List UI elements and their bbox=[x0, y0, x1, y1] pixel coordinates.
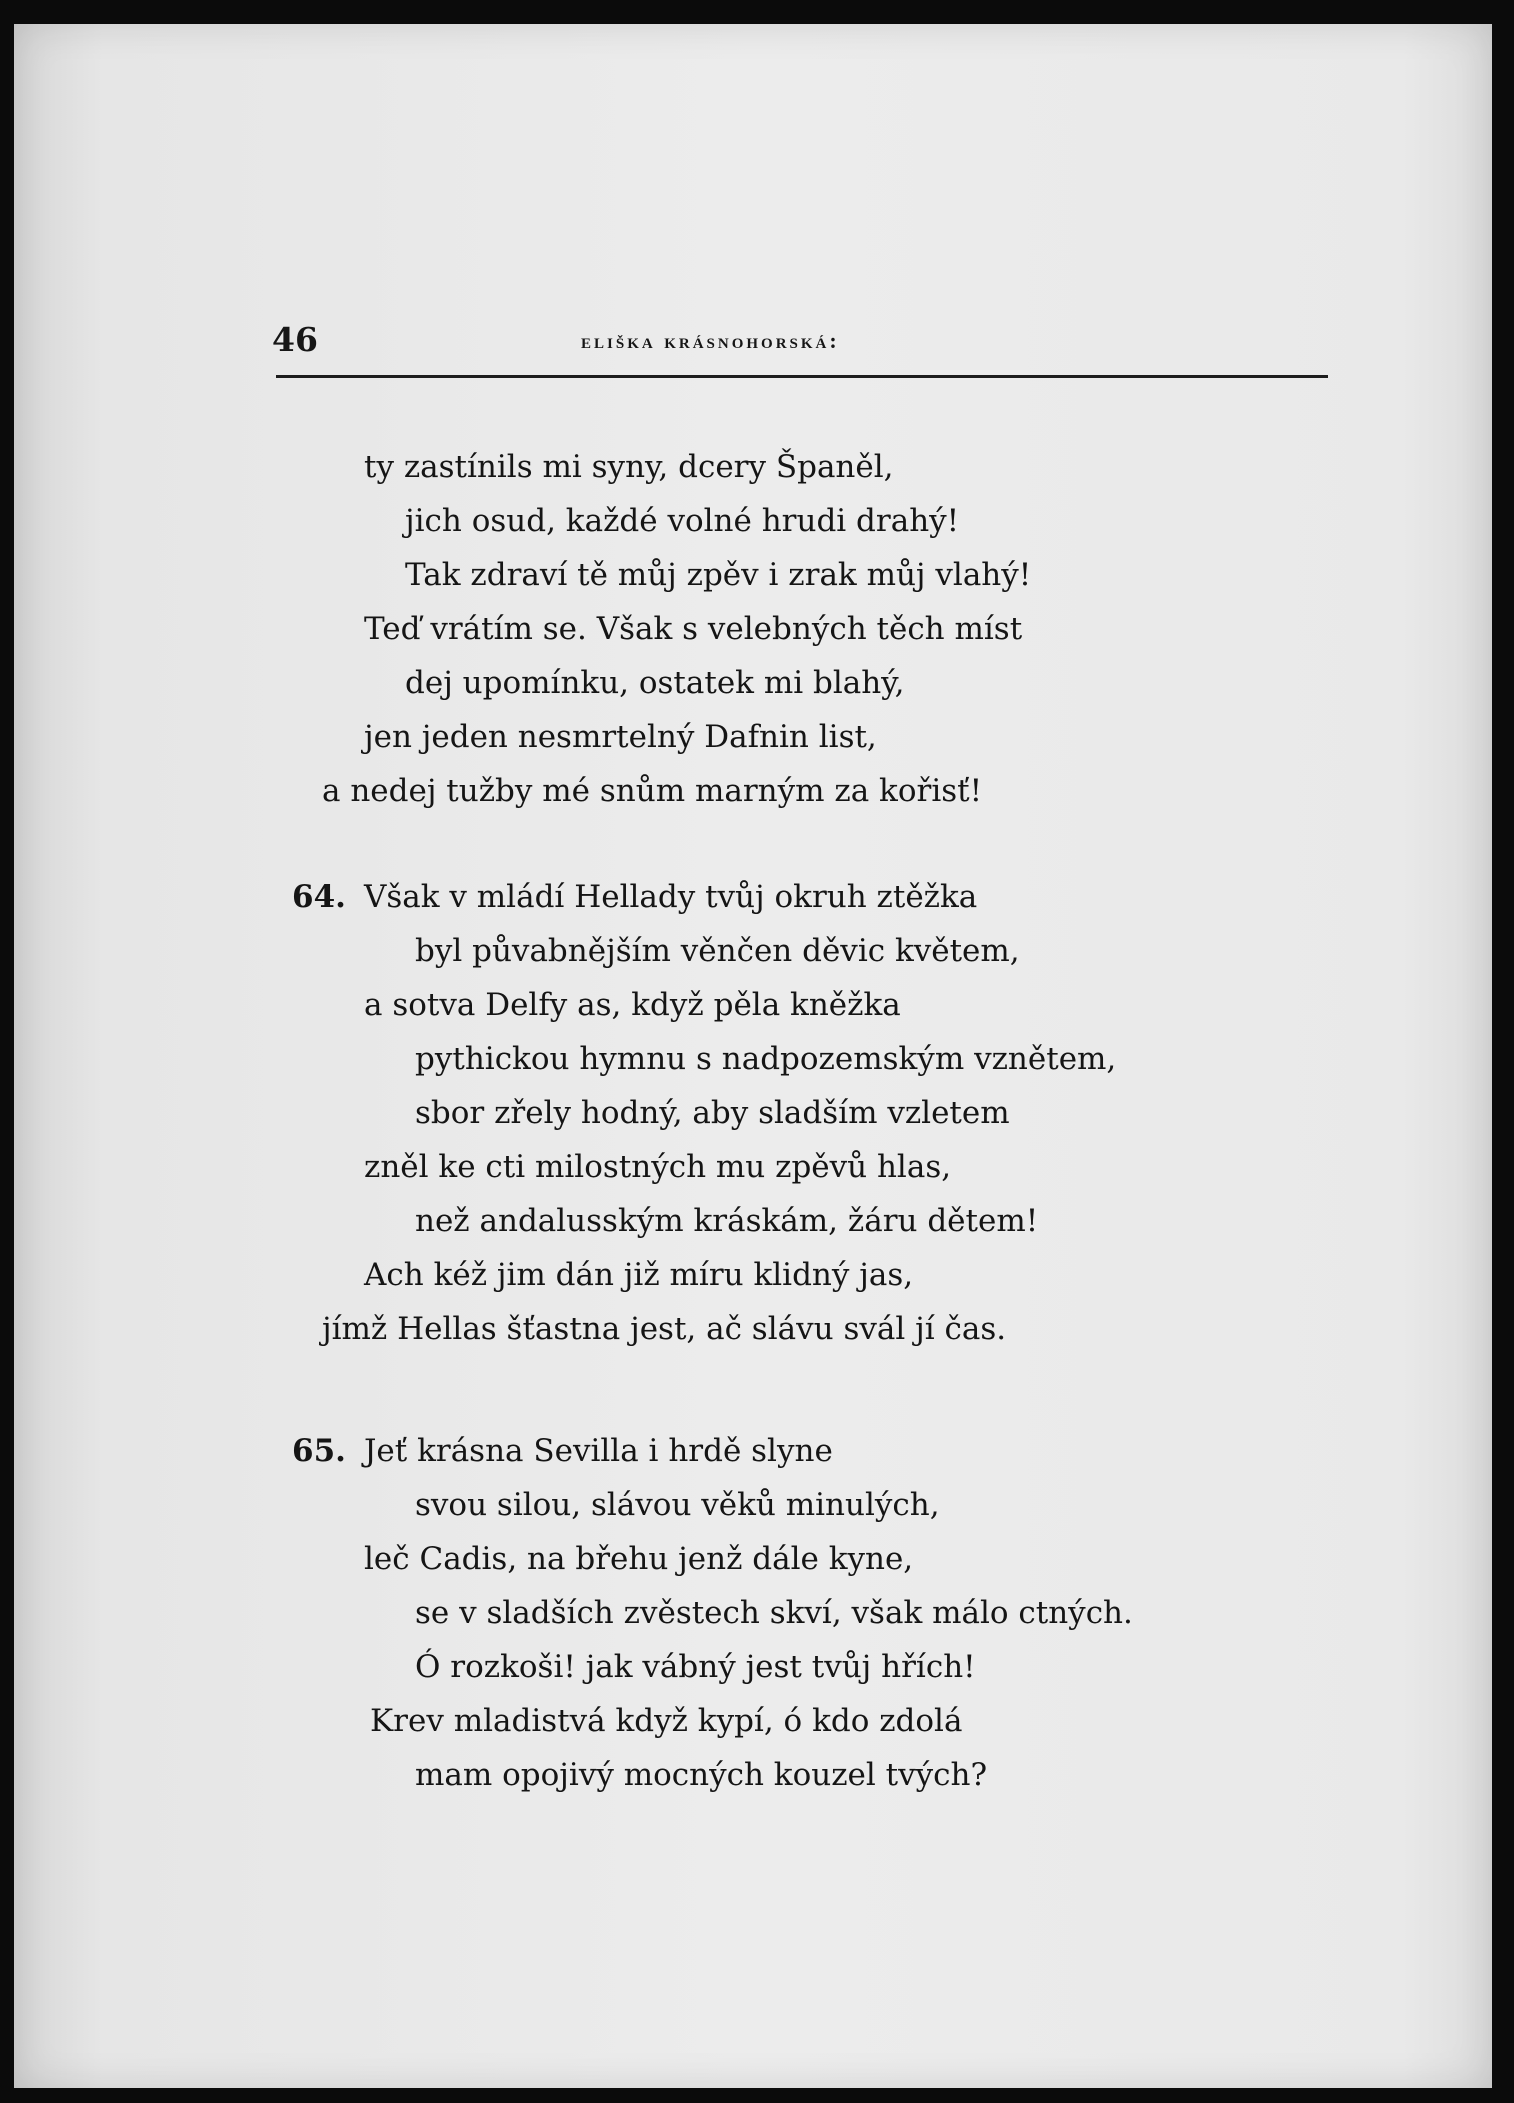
verse-line: a nedej tužby mé snům marným za kořisť! bbox=[322, 773, 983, 809]
page-header bbox=[272, 320, 1326, 366]
verse-line: mam opojivý mocných kouzel tvých? bbox=[415, 1757, 988, 1793]
verse-line: Teď vrátím se. Však s velebných těch míst bbox=[364, 611, 1023, 647]
verse-line: dej upomínku, ostatek mi blahý, bbox=[405, 665, 905, 701]
header-rule bbox=[276, 375, 1328, 378]
running-head: eliška krásnohorská: bbox=[581, 328, 840, 353]
verse-line: jen jeden nesmrtelný Dafnin list, bbox=[364, 719, 877, 755]
verse-line: leč Cadis, na břehu jenž dále kyne, bbox=[364, 1541, 914, 1577]
verse-line: Tak zdraví tě můj zpěv i zrak můj vlahý! bbox=[405, 557, 1032, 593]
verse-line: Ó rozkoši! jak vábný jest tvůj hřích! bbox=[415, 1649, 976, 1685]
verse-line: sbor zřely hodný, aby sladším vzletem bbox=[415, 1095, 1010, 1131]
scan-border bbox=[1492, 0, 1514, 2103]
stanza-number: 65. bbox=[292, 1433, 346, 1469]
verse-line: svou silou, slávou věků minulých, bbox=[415, 1487, 940, 1523]
verse-line: byl půvabnějším věnčen děvic květem, bbox=[415, 933, 1020, 969]
verse-line: pythickou hymnu s nadpozemským vznětem, bbox=[415, 1041, 1117, 1077]
verse-line: jímž Hellas šťastna jest, ač slávu svál jí čas. bbox=[322, 1311, 1007, 1347]
verse-line: zněl ke cti milostných mu zpěvů hlas, bbox=[364, 1149, 952, 1185]
verse-line: Však v mládí Hellady tvůj okruh ztěžka bbox=[364, 879, 978, 915]
verse-line: se v sladších zvěstech skví, však málo ctných. bbox=[415, 1595, 1133, 1631]
verse-line: ty zastínils mi syny, dcery Španěl, bbox=[364, 449, 894, 485]
verse-line: a sotva Delfy as, když pěla kněžka bbox=[364, 987, 901, 1023]
verse-line: Ach kéž jim dán již míru klidný jas, bbox=[364, 1257, 914, 1293]
page-number: 46 bbox=[272, 320, 318, 359]
verse-line: než andalusským kráskám, žáru dětem! bbox=[415, 1203, 1039, 1239]
stanza-number: 64. bbox=[292, 879, 346, 915]
verse-line: Krev mladistvá když kypí, ó kdo zdolá bbox=[370, 1703, 963, 1739]
verse-line: Jeť krásna Sevilla i hrdě slyne bbox=[364, 1433, 833, 1469]
verse-line: jich osud, každé volné hrudi drahý! bbox=[405, 503, 960, 539]
